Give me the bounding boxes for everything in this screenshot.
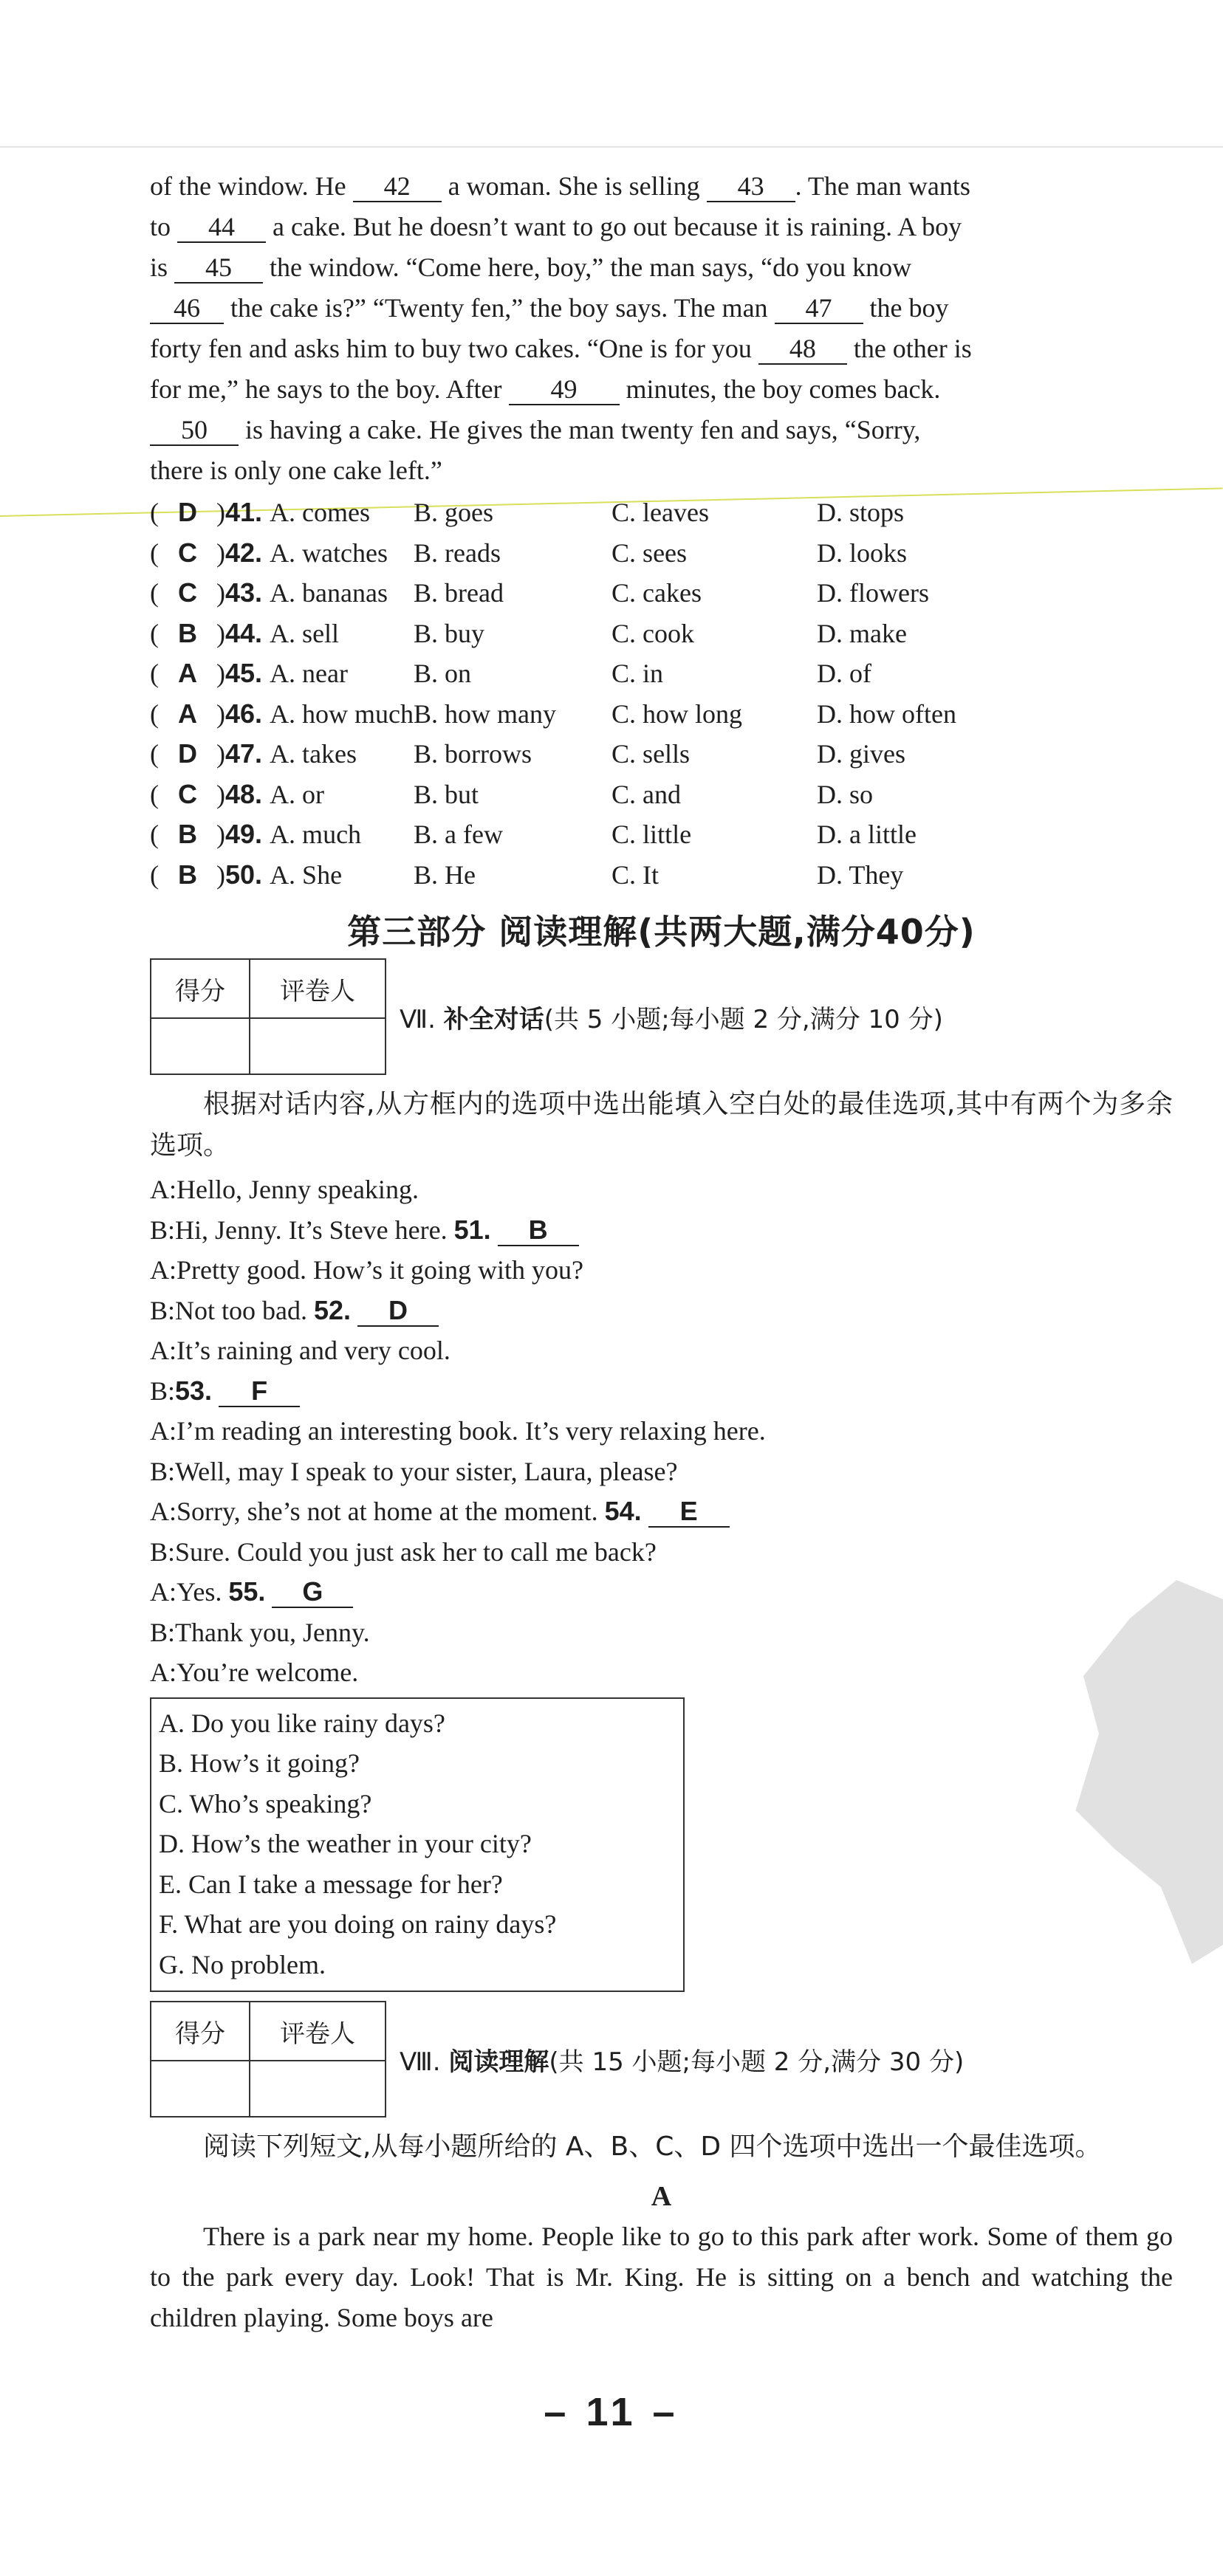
- mc-number: 45: [225, 658, 256, 689]
- score-label: 得分: [151, 959, 250, 1018]
- part8-title: [400, 2041, 964, 2078]
- cloze-text: the other is: [846, 334, 972, 363]
- mc-question-stem: ( B )44. A. sell: [150, 617, 340, 648]
- mc-question-stem: ( C )48. A. or: [150, 778, 325, 809]
- grader-cell: [250, 1018, 386, 1074]
- cloze-blank-46: 46: [150, 293, 224, 324]
- dialogue-text: A:It’s raining and very cool.: [150, 1336, 451, 1365]
- dialogue-line: [150, 1452, 1173, 1492]
- mc-options-table: [150, 492, 1024, 895]
- mc-number: 48: [225, 778, 256, 809]
- cloze-text: the cake is?” “Twenty fen,” the boy says. The man: [224, 293, 775, 323]
- dialogue-text: B:: [150, 1375, 176, 1406]
- cloze-text: a woman. She is selling: [441, 171, 707, 201]
- passage-label: A: [651, 2181, 672, 2212]
- dialogue-line: [150, 1330, 1173, 1371]
- option-b: B. He: [414, 859, 476, 890]
- option-a: A. takes: [270, 739, 357, 769]
- mc-answer: B: [178, 859, 197, 890]
- dialogue-line: [150, 1291, 1173, 1331]
- option-b: B. reads: [414, 537, 501, 568]
- option-d: D. flowers: [817, 578, 930, 608]
- option-c: C. leaves: [612, 498, 710, 528]
- passage-text: There is a park near my home. People like to go to this park after work. Some of them go to the park every day. Look! That is Mr. King. He is sitting on a bench and watching the children playing. Some boys are: [150, 2222, 1173, 2332]
- dialogue-option: C. Who’s speaking?: [159, 1788, 372, 1818]
- page-content: [150, 166, 1173, 2338]
- dialogue-text: B:Not too bad.: [150, 1295, 314, 1325]
- score-box: [150, 958, 386, 1075]
- dialogue-text: A:I’m reading an interesting book. It’s very relaxing here.: [150, 1416, 766, 1446]
- part-num: Ⅷ.: [400, 2047, 441, 2077]
- score-box: [150, 2001, 386, 2118]
- cloze-text: is having a cake. He gives the man twenty fen and says, “Sorry,: [239, 415, 921, 444]
- cloze-text: the boy: [863, 293, 949, 323]
- option-a: A. watches: [270, 537, 388, 568]
- option-b: B. goes: [414, 498, 494, 528]
- option-b: B. on: [414, 659, 472, 689]
- dialogue-text: A:Sorry, she’s not at home at the moment.: [150, 1497, 605, 1526]
- cloze-passage: [150, 166, 1173, 491]
- grader-label: 评卷人: [250, 2002, 386, 2061]
- option-c: C. sells: [612, 739, 691, 769]
- dialogue-text: A:Yes.: [150, 1577, 229, 1607]
- option-c: C. cook: [612, 618, 695, 648]
- cloze-text: there is only one cake left.”: [150, 456, 442, 485]
- cloze-blank-42: 42: [353, 171, 442, 202]
- dialogue-qnum: 55.: [228, 1576, 266, 1607]
- option-d: D. looks: [817, 537, 908, 568]
- mc-question-row: [150, 814, 1024, 855]
- option-a: A. bananas: [270, 578, 388, 608]
- dialogue-option: G. No problem.: [159, 1949, 326, 1979]
- grader-cell: [250, 2061, 386, 2117]
- option-a: A. sell: [270, 618, 340, 648]
- option-d: D. stops: [817, 498, 905, 528]
- page-number: – 11 –: [544, 2390, 679, 2434]
- dialogue: [150, 1169, 1173, 1693]
- dialogue-text: B:Hi, Jenny. It’s Steve here.: [150, 1215, 454, 1245]
- option-c: C. little: [612, 820, 692, 850]
- mc-question-row: [150, 614, 1024, 654]
- cloze-text: to: [150, 212, 178, 241]
- mc-number: 46: [225, 698, 256, 729]
- dialogue-qnum: 53.: [175, 1375, 213, 1406]
- dialogue-line: [150, 1411, 1173, 1452]
- option-c: C. sees: [612, 537, 688, 568]
- mc-question-row: [150, 533, 1024, 574]
- grader-label: 评卷人: [250, 959, 386, 1018]
- dialogue-answer-blank: F: [219, 1376, 300, 1407]
- mc-answer: C: [178, 778, 197, 809]
- dialogue-option: D. How’s the weather in your city?: [159, 1829, 532, 1858]
- dialogue-options-box: [150, 1697, 685, 1993]
- part7-title: [400, 999, 943, 1035]
- cloze-text: a cake. But he doesn’t want to go out because it is raining. A boy: [266, 212, 962, 241]
- cloze-blank-49: 49: [509, 374, 620, 405]
- option-d: D. so: [817, 779, 874, 809]
- mc-answer: A: [178, 698, 197, 729]
- dialogue-text: B:Thank you, Jenny.: [150, 1617, 370, 1647]
- top-rule: [0, 146, 1223, 148]
- dialogue-text: B:Well, may I speak to your sister, Laura, please?: [150, 1456, 678, 1486]
- cloze-text: minutes, the boy comes back.: [619, 374, 941, 404]
- dialogue-answer-blank: D: [357, 1296, 439, 1327]
- mc-answer: C: [178, 577, 197, 608]
- section-3-title: 第三部分 阅读理解(共两大题,满分40分): [347, 912, 976, 952]
- option-a: A. or: [270, 779, 325, 809]
- mc-question-row: [150, 573, 1024, 614]
- mc-question-stem: ( C )43. A. bananas: [150, 577, 388, 608]
- option-b: B. borrows: [414, 739, 532, 769]
- dialogue-text: A:Pretty good. How’s it going with you?: [150, 1255, 583, 1285]
- option-b: B. a few: [414, 820, 504, 850]
- cloze-blank-47: 47: [775, 293, 863, 324]
- mc-number: 47: [225, 738, 256, 769]
- option-b: B. buy: [414, 618, 485, 648]
- dialogue-qnum: 51.: [453, 1214, 491, 1245]
- dialogue-line: [150, 1572, 1173, 1612]
- dialogue-line: [150, 1652, 1173, 1693]
- option-a: A. She: [270, 859, 343, 890]
- dialogue-answer-blank: E: [648, 1497, 730, 1528]
- option-a: A. much: [270, 820, 362, 850]
- mc-answer: A: [178, 658, 197, 689]
- option-d: D. They: [817, 859, 904, 890]
- part-detail: (共 5 小题;每小题 2 分,满分 10 分): [544, 1004, 943, 1034]
- mc-number: 50: [225, 859, 256, 890]
- option-a: A. how much: [270, 698, 414, 729]
- part-title: 补全对话: [443, 1004, 544, 1034]
- option-a: A. near: [270, 659, 349, 689]
- mc-question-row: [150, 774, 1024, 815]
- dialogue-line: [150, 1532, 1173, 1573]
- mc-question-row: [150, 855, 1024, 896]
- dialogue-text: B:Sure. Could you just ask her to call me back?: [150, 1536, 657, 1567]
- cloze-blank-48: 48: [758, 334, 847, 365]
- option-d: D. of: [817, 659, 872, 689]
- mc-question-stem: ( D )41. A. comes: [150, 497, 371, 528]
- score-label: 得分: [151, 2002, 250, 2061]
- option-b: B. bread: [414, 578, 504, 608]
- option-a: A. comes: [270, 498, 371, 528]
- mc-answer: B: [178, 617, 197, 648]
- cloze-text: of the window. He: [150, 171, 353, 201]
- mc-number: 41: [225, 497, 256, 528]
- mc-question-row: [150, 734, 1024, 774]
- mc-question-row: [150, 653, 1024, 694]
- part8-instruction: 阅读下列短文,从每小题所给的 A、B、C、D 四个选项中选出一个最佳选项。: [203, 2132, 1102, 2162]
- cloze-text: the window. “Come here, boy,” the man says, “do you know: [263, 253, 912, 282]
- dialogue-answer-blank: G: [272, 1577, 353, 1608]
- mc-number: 43: [225, 577, 256, 608]
- option-b: B. but: [414, 779, 479, 809]
- cloze-blank-44: 44: [177, 212, 266, 243]
- mc-question-stem: ( A )45. A. near: [150, 658, 349, 689]
- mc-answer: C: [178, 537, 197, 568]
- mc-number: 44: [225, 617, 256, 648]
- mc-answer: D: [178, 738, 197, 769]
- dialogue-qnum: 54.: [604, 1496, 642, 1526]
- dialogue-line: [150, 1210, 1173, 1251]
- mc-question-stem: ( C )42. A. watches: [150, 537, 388, 568]
- part7-header: [150, 958, 1173, 1075]
- mc-question-stem: ( B )49. A. much: [150, 819, 362, 850]
- mc-question-stem: ( B )50. A. She: [150, 859, 343, 890]
- option-c: C. and: [612, 779, 682, 809]
- mc-question-stem: ( D )47. A. takes: [150, 738, 357, 769]
- part8-header: [150, 2001, 1173, 2118]
- dialogue-qnum: 52.: [314, 1294, 352, 1325]
- mc-question-row: [150, 492, 1024, 533]
- mc-answer: D: [178, 497, 197, 528]
- option-d: D. a little: [817, 820, 917, 850]
- cloze-blank-50: 50: [150, 415, 239, 446]
- part-detail: (共 15 小题;每小题 2 分,满分 30 分): [549, 2047, 965, 2077]
- mc-answer: B: [178, 819, 197, 850]
- mc-number: 49: [225, 819, 256, 850]
- cloze-blank-43: 43: [707, 171, 795, 202]
- dialogue-line: [150, 1250, 1173, 1291]
- option-c: C. how long: [612, 698, 743, 729]
- option-d: D. how often: [817, 698, 957, 729]
- dialogue-text: A:You’re welcome.: [150, 1658, 359, 1687]
- option-c: C. It: [612, 859, 660, 890]
- mc-question-stem: ( A )46. A. how much: [150, 698, 414, 729]
- part7-instruction: 根据对话内容,从方框内的选项中选出能填入空白处的最佳选项,其中有两个为多余选项。: [150, 1089, 1173, 1161]
- part-title: 阅读理解: [448, 2047, 549, 2077]
- dialogue-line: [150, 1371, 1173, 1412]
- option-d: D. make: [817, 618, 908, 648]
- dialogue-option: B. How’s it going?: [159, 1748, 360, 1778]
- option-b: B. how many: [414, 698, 557, 729]
- mc-number: 42: [225, 537, 256, 568]
- dialogue-answer-blank: B: [498, 1215, 579, 1246]
- dialogue-option: E. Can I take a message for her?: [159, 1869, 503, 1899]
- dialogue-option: F. What are you doing on rainy days?: [159, 1909, 557, 1939]
- dialogue-line: [150, 1169, 1173, 1210]
- cloze-text: . The man wants: [795, 171, 970, 201]
- mc-question-row: [150, 694, 1024, 735]
- option-d: D. gives: [817, 739, 906, 769]
- dialogue-line: [150, 1491, 1173, 1532]
- cloze-text: is: [150, 253, 175, 282]
- option-c: C. in: [612, 659, 664, 689]
- dialogue-option: A. Do you like rainy days?: [159, 1708, 445, 1738]
- cloze-text: forty fen and asks him to buy two cakes. “One is for you: [150, 334, 758, 363]
- score-cell: [151, 2061, 250, 2117]
- part-num: Ⅶ.: [400, 1004, 436, 1034]
- dialogue-line: [150, 1612, 1173, 1653]
- dialogue-text: A:Hello, Jenny speaking.: [150, 1175, 419, 1204]
- score-cell: [151, 1018, 250, 1074]
- cloze-blank-45: 45: [174, 253, 263, 284]
- option-c: C. cakes: [612, 578, 702, 608]
- cloze-text: for me,” he says to the boy. After: [150, 374, 509, 404]
